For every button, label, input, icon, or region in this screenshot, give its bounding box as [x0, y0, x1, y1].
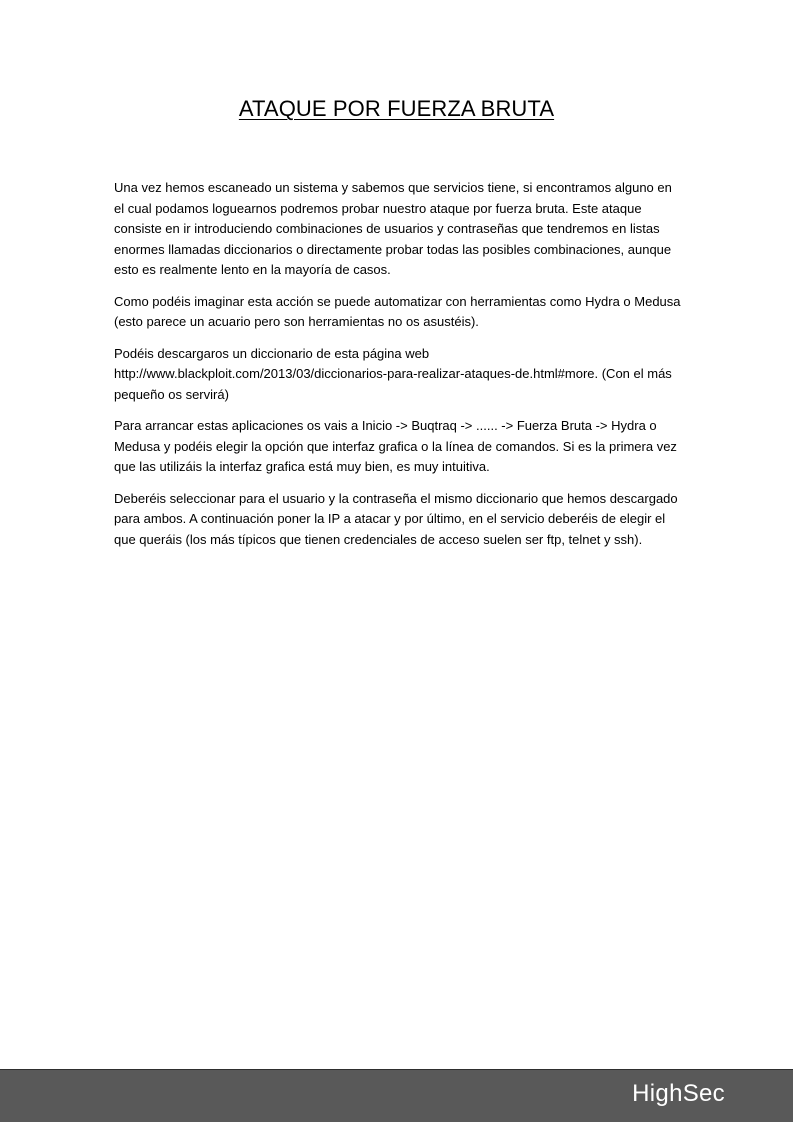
- page-footer: [0, 1069, 793, 1122]
- page-title: ATAQUE POR FUERZA BRUTA: [238, 96, 555, 121]
- paragraph-dictionary-link: Podéis descargaros un diccionario de esta página web http://www.blackploit.com/2013/03/diccionarios-para-realizar-ataques-de.html#more. (Con el más pequeño os servirá): [114, 345, 672, 402]
- paragraph-launch-steps: Para arrancar estas aplicaciones os vais a Inicio -> Buqtraq -> ...... -> Fuerza Bruta -> Hydra o Medusa y podéis elegir la opción que interfaz grafica o la línea de comandos. Si es la primera vez que las utilizáis la interfaz grafica está muy bien, es muy intuitiva.: [114, 418, 677, 474]
- document-body: [114, 178, 684, 561]
- paragraph-configuration: Deberéis seleccionar para el usuario y la contraseña el mismo diccionario que hemos descargado para ambos. A continuación poner la IP a atacar y por último, en el servicio deberéis de elegir el que queráis (los más típicos que tienen credenciales de acceso suelen ser ftp, telnet y ssh).: [114, 490, 678, 547]
- paragraph-intro: Una vez hemos escaneado un sistema y sabemos que servicios tiene, si encontramos alguno en el cual podamos loguearnos podremos probar nuestro ataque por fuerza bruta. Este ataque consiste en ir introduciendo combinaciones de usuarios y contraseñas que tendremos en listas enormes llamadas diccionarios o directamente probar todas las posibles combinaciones, aunque esto es realmente lento en la mayoría de casos.: [114, 180, 672, 277]
- paragraph-tools: Como podéis imaginar esta acción se puede automatizar con herramientas como Hydra o Medusa (esto parece un acuario pero son herramientas no os asustéis).: [114, 293, 681, 329]
- footer-brand: HighSec: [632, 1080, 725, 1107]
